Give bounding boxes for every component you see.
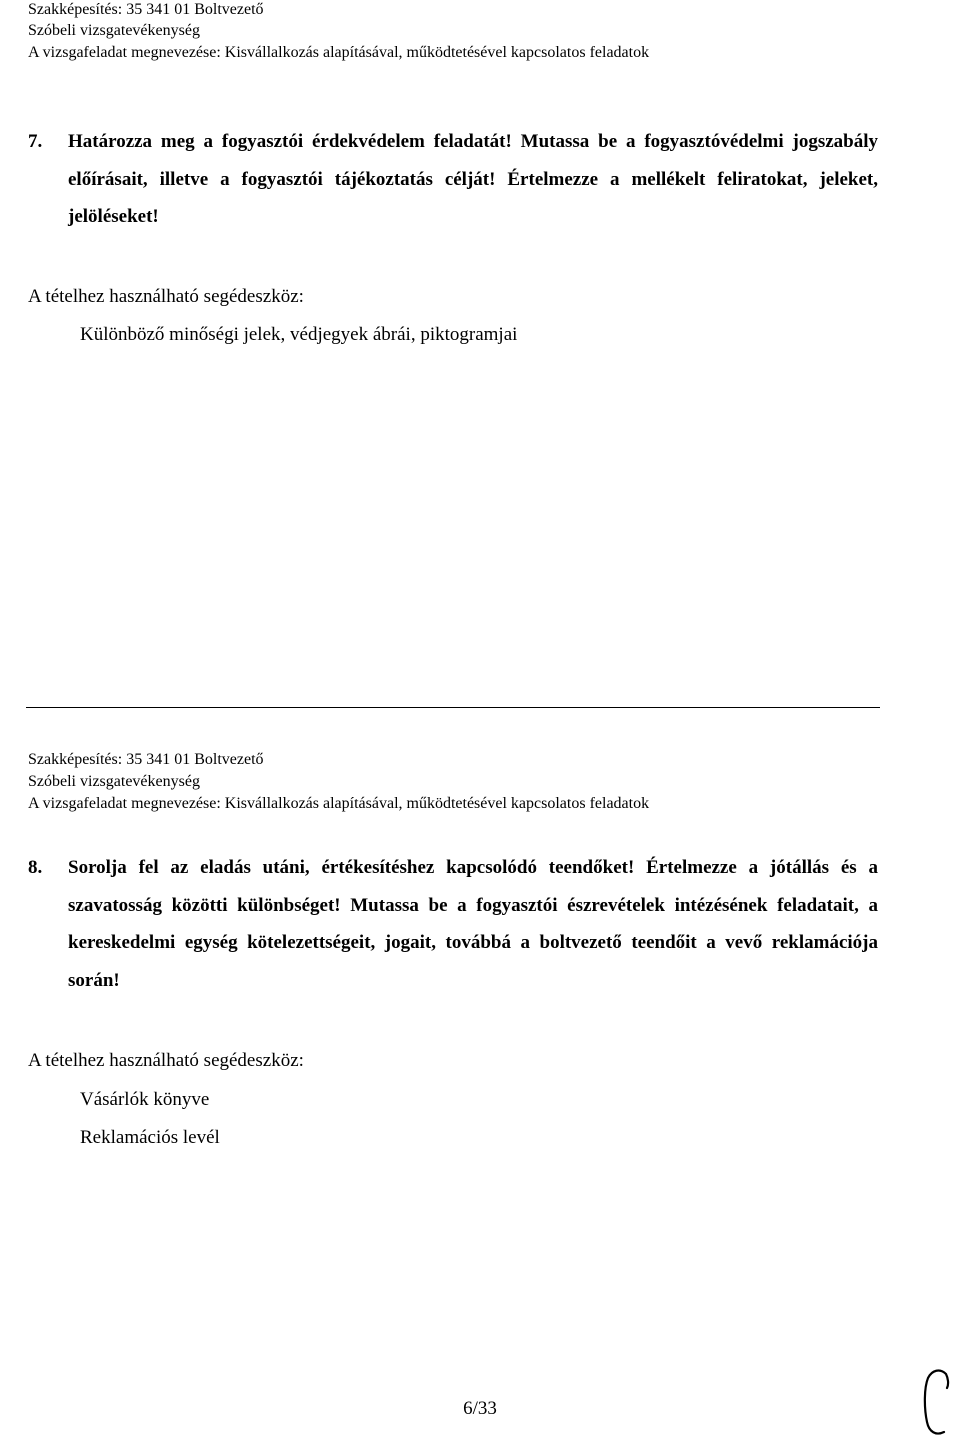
header-task-name: A vizsgafeladat megnevezése: Kisvállalkozás alapításával, működtetésével kapcsolatos feladatok xyxy=(28,44,650,61)
task-8-aid-item: Vásárlók könyve xyxy=(80,1089,210,1110)
header-task-name: A vizsgafeladat megnevezése: Kisvállalkozás alapításával, működtetésével kapcsolatos feladatok xyxy=(28,795,650,812)
signature-mark xyxy=(918,1364,958,1440)
task-8-aid-label: A tételhez használható segédeszköz: xyxy=(28,1050,304,1071)
section-divider xyxy=(26,707,880,708)
task-8-number: 8. xyxy=(28,857,43,878)
task-7-aid-label: A tételhez használható segédeszköz: xyxy=(28,286,304,307)
task-7-text: Határozza meg a fogyasztói érdekvédelem feladatát! Mutassa be a fogyasztóvédelmi jogszabály előírásait, illetve a fogyasztói tájékoztatás célját! Értelmezze a mellékelt feliratokat, jeleket, jelöléseket! xyxy=(68,131,878,227)
page-number: 6/33 xyxy=(463,1398,497,1419)
task-8-aid-item: Reklamációs levél xyxy=(80,1127,220,1148)
header-exam-activity: Szóbeli vizsgatevékenység xyxy=(28,773,200,790)
header-qualification: Szakképesítés: 35 341 01 Boltvezető xyxy=(28,751,264,768)
task-7-number: 7. xyxy=(28,131,43,152)
header-qualification: Szakképesítés: 35 341 01 Boltvezető xyxy=(28,1,264,18)
task-8-text: Sorolja fel az eladás utáni, értékesítéshez kapcsolódó teendőket! Értelmezze a jótállás és a szavatosság közötti különbséget! Mutassa be a fogyasztói észrevételek intézésének feladatait, a kereskedelmi egység kötelezettségeit, jogait, továbbá a boltvezető teendőit a vevő reklamációja során! xyxy=(68,857,878,991)
task-8 xyxy=(28,849,878,999)
task-7 xyxy=(28,123,878,236)
task-7-aid-item: Különböző minőségi jelek, védjegyek ábrái, piktogramjai xyxy=(80,324,518,345)
header-exam-activity: Szóbeli vizsgatevékenység xyxy=(28,22,200,39)
